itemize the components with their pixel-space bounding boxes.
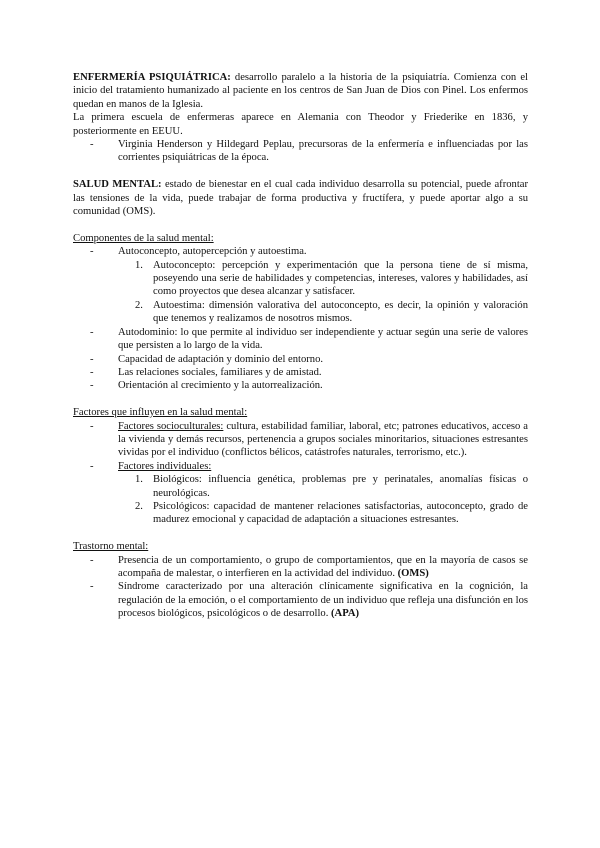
components-list [73,245,528,392]
list-item: - Capacidad de adaptación y dominio del entorno. [118,353,528,366]
factors-list [73,420,528,527]
psychiatric-nursing-paragraph: ENFERMERÍA PSIQUIÁTRICA: desarrollo paralelo a la historia de la psiquiatría. Comienza con el inicio del tratamiento humanizado al paciente en los centros de San Juan de Dios con Pinel. Los enfermos quedan en manos de la Iglesia. [73,72,528,110]
list-item: - Presencia de un comportamiento, o grupo de comportamientos, que en la mayoría de casos se acompaña de malestar, o interfieren en la actividad del individuo. (OMS) [118,554,528,581]
list-item: 1. Biológicos: influencia genética, problemas pre y perinatales, anomalías físicas o neurológicas. [135,474,528,499]
list-item: - Autodominio: lo que permite al individuo ser independiente y actuar según una serie de valores que persisten a lo largo de la vida. [118,326,528,353]
source-oms: (OMS) [397,567,429,579]
factors-heading: Factores que influyen en la salud mental: [73,407,248,419]
mental-health-paragraph: SALUD MENTAL: estado de bienestar en el cual cada individuo desarrolla su potencial, puede afrontar las tensiones de la vida, puede trabajar de forma productiva y fructífera, y puede aportar algo a su comunidad (OMS). [73,179,528,218]
list-item: 2. Psicológicos: capacidad de mantener relaciones satisfactorias, autoconcepto, grado de madurez emocional y capacidad de adaptación a situaciones estresantes. [135,500,528,526]
first-school-paragraph: La primera escuela de enfermeras aparece en Alemania con Theodor y Friederike en 1836, y posteriormente en EEUU. [73,112,528,137]
list-item: - Autoconcepto, autopercepción y autoestima. 1. Autoconcepto: percepción y experimentación que la persona tiene de sí misma, poseyendo una serie de habilidades y competencias, intereses, valores y habilidades, así como proyectos que desea alcanzar y satisfacer. 2. Autoestima: dimensión valorativa del autoconcepto, es decir, la opinión y valoración que tenemos y realizamos de nosotros mismos. [118,245,528,325]
individual-factors-sublist [118,473,528,527]
mental-health-title: SALUD MENTAL: [73,179,162,191]
psychiatric-nursing-title: ENFERMERÍA PSIQUIÁTRICA: [73,72,231,83]
disorder-list [73,554,528,621]
list-item: - Factores socioculturales: cultura, estabilidad familiar, laboral, etc; patrones educativos, acceso a la vivienda y demás recursos, pertenencia a grupos sociales minoritarios, situaciones estresantes vividas por el individuo (conflictos bélicos, catástrofes naturales, terrorismo, etc.). [118,420,528,460]
list-item: - Las relaciones sociales, familiares y de amistad. [118,366,528,379]
self-concept-sublist [118,259,528,326]
list-item: - Síndrome caracterizado por una alteración clínicamente significativa en la cognición, la regulación de la emoción, o el comportamiento de un individuo que refleja una disfunción en los procesos biológicos, psicológicos o de desarrollo. (APA) [118,580,528,620]
list-item: - Orientación al crecimiento y la autorrealización. [118,379,528,392]
list-item: 1. Autoconcepto: percepción y experimentación que la persona tiene de sí misma, poseyendo una serie de habilidades y competencias, intereses, valores y habilidades, así como proyectos que desea alcanzar y satisfacer. [135,259,528,298]
source-apa: (APA) [331,608,360,620]
list-item: - Virginia Henderson y Hildegard Peplau, precursoras de la enfermería e influenciadas por las corrientes psiquiátricas de la época. [118,138,528,165]
components-heading: Componentes de la salud mental: [73,232,214,244]
list-item: 2. Autoestima: dimensión valorativa del autoconcepto, es decir, la opinión y valoración que tenemos y realizamos de nosotros mismos. [135,299,528,325]
disorder-heading: Trastorno mental: [73,541,149,553]
nursing-precursors-list [73,138,528,165]
list-item: - Factores individuales: 1. Biológicos: influencia genética, problemas pre y perinatales, anomalías físicas o neurológicas. 2. Psicológicos: capacidad de mantener relaciones satisfactorias, autoconcepto, grado de madurez emocional y capacidad de adaptación a situaciones estresantes. [118,460,528,527]
